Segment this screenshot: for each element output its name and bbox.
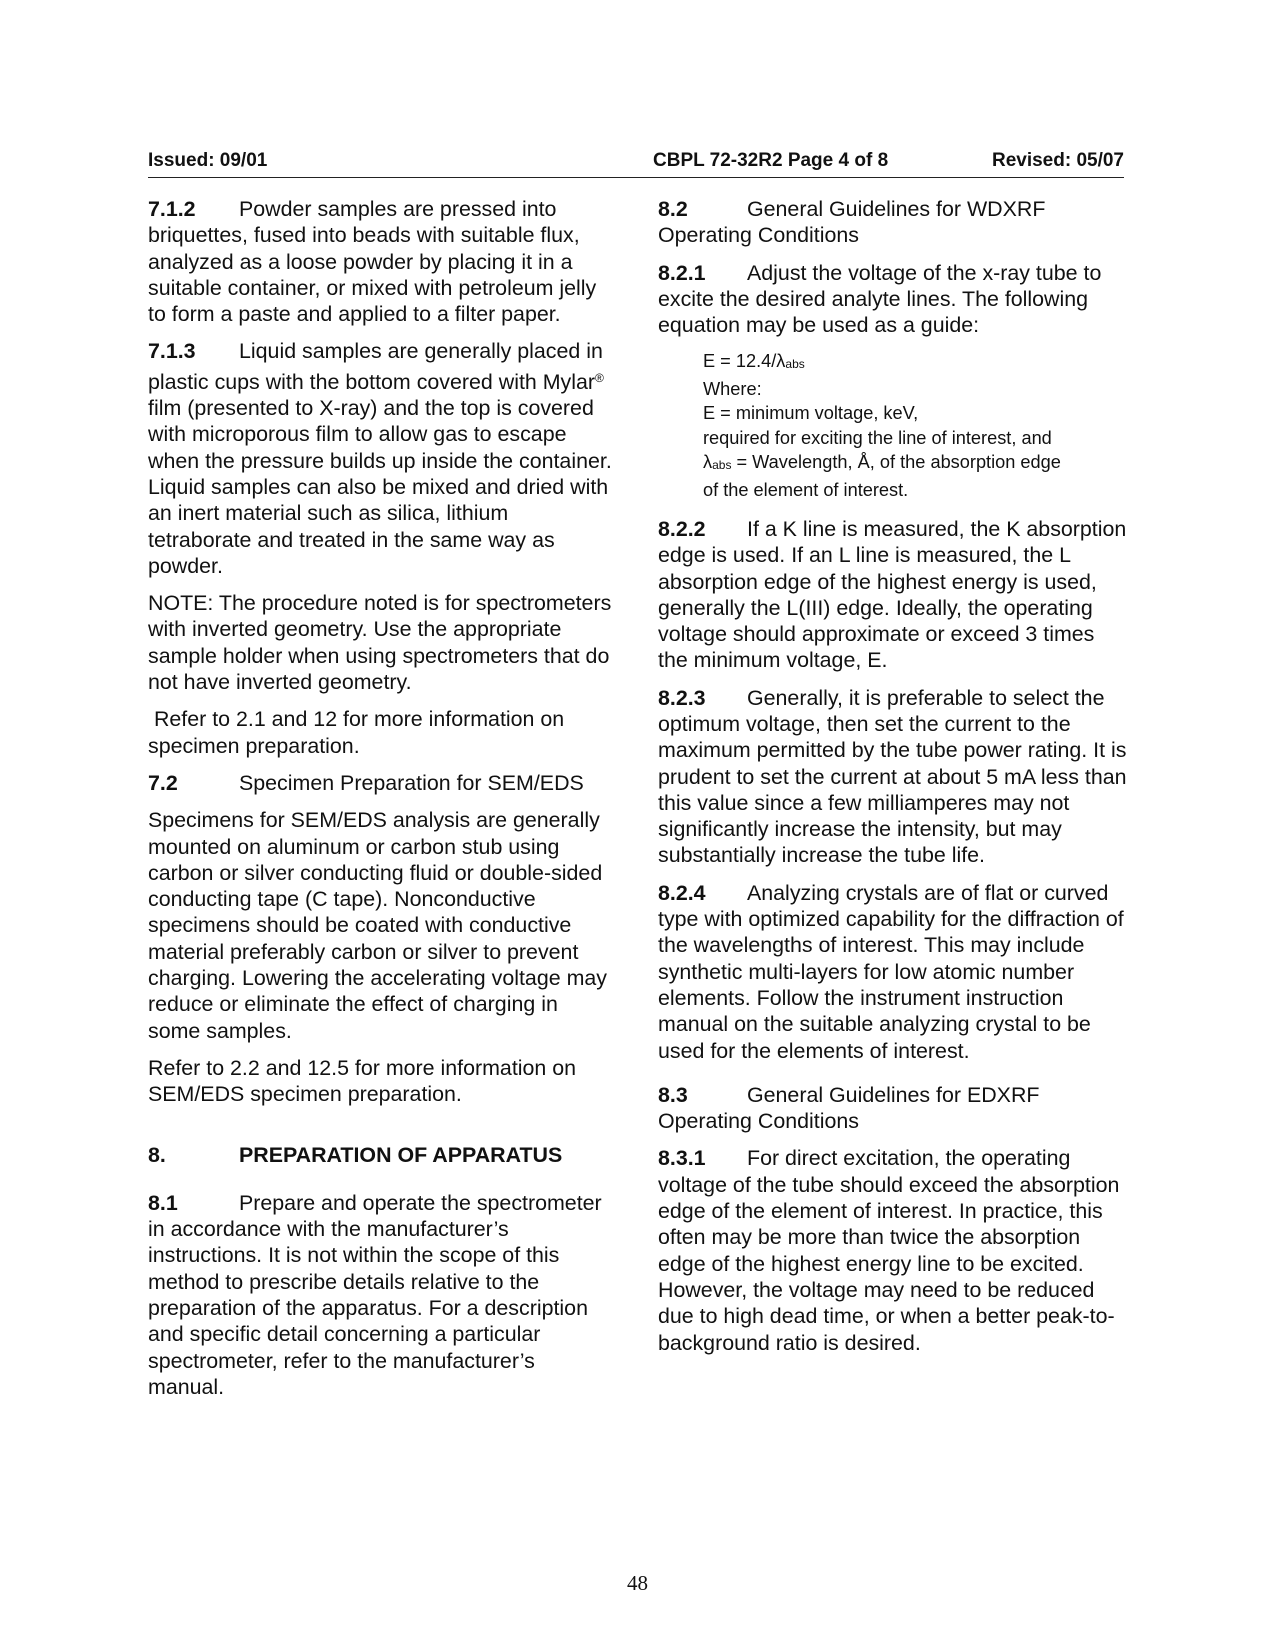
equation-line: required for exciting the line of interest, and — [703, 427, 1052, 448]
paragraph-7-2-heading — [148, 770, 614, 796]
paragraph-text: For direct excitation, the operating voltage of the tube should exceed the absorption edge of the element of interest. In practice, this often may be more than twice the absorption edge of the highest energy line to be excited. However, the voltage may need to be reduced due to high dead time, or when a better peak-to-background ratio is desired. — [658, 1146, 1120, 1355]
revised-date: Revised: 05/07 — [991, 150, 1124, 171]
paragraph-text: film (presented to X-ray) and the top is covered with microporous film to allow gas to escape when the pressure builds up inside the container. Liquid samples can also be mixed and dried with an inert material such as silica, lithium tetraborate and treated in the same way as powder. — [148, 396, 612, 578]
document-id: CBPL 72-32R2 Page 4 of 8 — [653, 150, 889, 171]
section-number: 8.2.3 — [658, 685, 706, 710]
paragraph-7-2: Specimens for SEM/EDS analysis are generally mounted on aluminum or carbon stub using carbon or silver conducting fluid or double-sided conducting tape (C tape). Nonconductive specimens should be coated with conductive material preferably carbon or silver to prevent charging. Lowering the accelerating voltage may reduce or eliminate the effect of charging in some samples. — [148, 808, 607, 1043]
paragraph-8-2-3 — [658, 685, 1128, 869]
subscript: abs — [712, 458, 732, 473]
section-title: PREPARATION OF APPARATUS — [239, 1142, 563, 1167]
equation-line: Where: — [703, 378, 762, 399]
paragraph-text: Generally, it is preferable to select the optimum voltage, then set the current to the maximum permitted by the tube power rating. It is prudent to set the current at about 5 mA less than this value since a few milliamperes may not significantly increase the intensity, but may substantially increase the tube life. — [658, 685, 1127, 868]
registered-mark: ® — [595, 370, 604, 385]
section-number: 7.1.3 — [148, 339, 196, 364]
section-8-heading — [148, 1142, 614, 1168]
paragraph-7-1-3 — [148, 338, 614, 579]
paragraph-text: Powder samples are pressed into briquettes, fused into beads with suitable flux, analyzed as a loose powder by placing it in a suitable container, or mixed with petroleum jelly to form a paste and applied to a filter paper. — [148, 197, 597, 327]
section-number: 8. — [148, 1142, 166, 1167]
section-number: 8.1 — [148, 1190, 178, 1215]
paragraph-8-2-1 — [658, 260, 1128, 339]
equation-text: = Wavelength, Å, of the absorption edge — [731, 452, 1061, 473]
paragraph-text: Liquid samples are generally placed in plastic cups with the bottom covered with Mylar — [148, 339, 603, 394]
paragraph-7-1-2 — [148, 196, 614, 327]
equation-line: E = minimum voltage, keV, — [703, 403, 919, 424]
subscript: abs — [785, 357, 805, 372]
section-title: Specimen Preparation for SEM/EDS — [239, 770, 584, 795]
note-paragraph: NOTE: The procedure noted is for spectrometers with inverted geometry. Use the appropriate sample holder when using spectrometers that do not have inverted geometry. — [148, 591, 612, 695]
section-number: 8.3.1 — [658, 1146, 706, 1171]
paragraph-text: Prepare and operate the spectrometer in accordance with the manufacturer’s instructions. It is not within the scope of this method to prescribe details relative to the preparation of the apparatus. For a description and specific detail concerning a particular spectrometer, refer to the manufacturer’s manual. — [148, 1190, 602, 1399]
equation-line: of the element of interest. — [703, 479, 909, 500]
right-column — [658, 196, 1128, 1367]
paragraph-text: If a K line is measured, the K absorption edge is used. If an L line is measured, the L absorption edge of the highest energy is used, generally the L(III) edge. Ideally, the operating voltage should approximate or exceed 3 times the minimum voltage, E. — [658, 516, 1127, 673]
section-number: 8.2 — [658, 197, 688, 221]
section-title: General Guidelines for WDXRF Operating Conditions — [658, 197, 1046, 248]
equation-text: E = 12.4/λ — [703, 351, 786, 372]
left-column — [148, 196, 614, 1411]
section-number: 8.2.2 — [658, 516, 706, 541]
section-number: 7.1.2 — [148, 197, 196, 221]
reference-paragraph: Refer to 2.1 and 12 for more information on specimen preparation. — [148, 707, 571, 758]
paragraph-8-3-1 — [658, 1145, 1128, 1355]
paragraph-8-2-heading — [658, 196, 1128, 249]
paragraph-text: Adjust the voltage of the x-ray tube to excite the desired analyte lines. The following equation may be used as a guide: — [658, 260, 1102, 338]
issued-date: Issued: 09/01 — [148, 150, 268, 171]
reference-paragraph: Refer to 2.2 and 12.5 for more information on SEM/EDS specimen preparation. — [148, 1055, 577, 1107]
section-title: General Guidelines for EDXRF Operating Conditions — [658, 1082, 1040, 1134]
equation-line — [703, 450, 1128, 477]
equation-block — [703, 349, 1128, 501]
equation-line — [703, 349, 1128, 376]
section-number: 8.2.4 — [658, 880, 706, 905]
paragraph-text: Analyzing crystals are of flat or curved type with optimized capability for the diffraction of the wavelengths of interest. This may include synthetic multi-layers for low atomic number elements. Follow the instrument instruction manual on the suitable analyzing crystal to be used for the elements of interest. — [658, 880, 1124, 1063]
paragraph-8-3-heading — [658, 1082, 1128, 1135]
section-number: 8.3 — [658, 1082, 688, 1107]
page-number: 48 — [627, 1571, 648, 1595]
paragraph-8-2-2 — [658, 516, 1128, 674]
section-number: 8.2.1 — [658, 260, 706, 285]
page-header — [148, 145, 1124, 178]
paragraph-8-1 — [148, 1190, 614, 1400]
paragraph-8-2-4 — [658, 880, 1128, 1064]
equation-text: λ — [703, 452, 713, 473]
section-number: 7.2 — [148, 770, 178, 795]
